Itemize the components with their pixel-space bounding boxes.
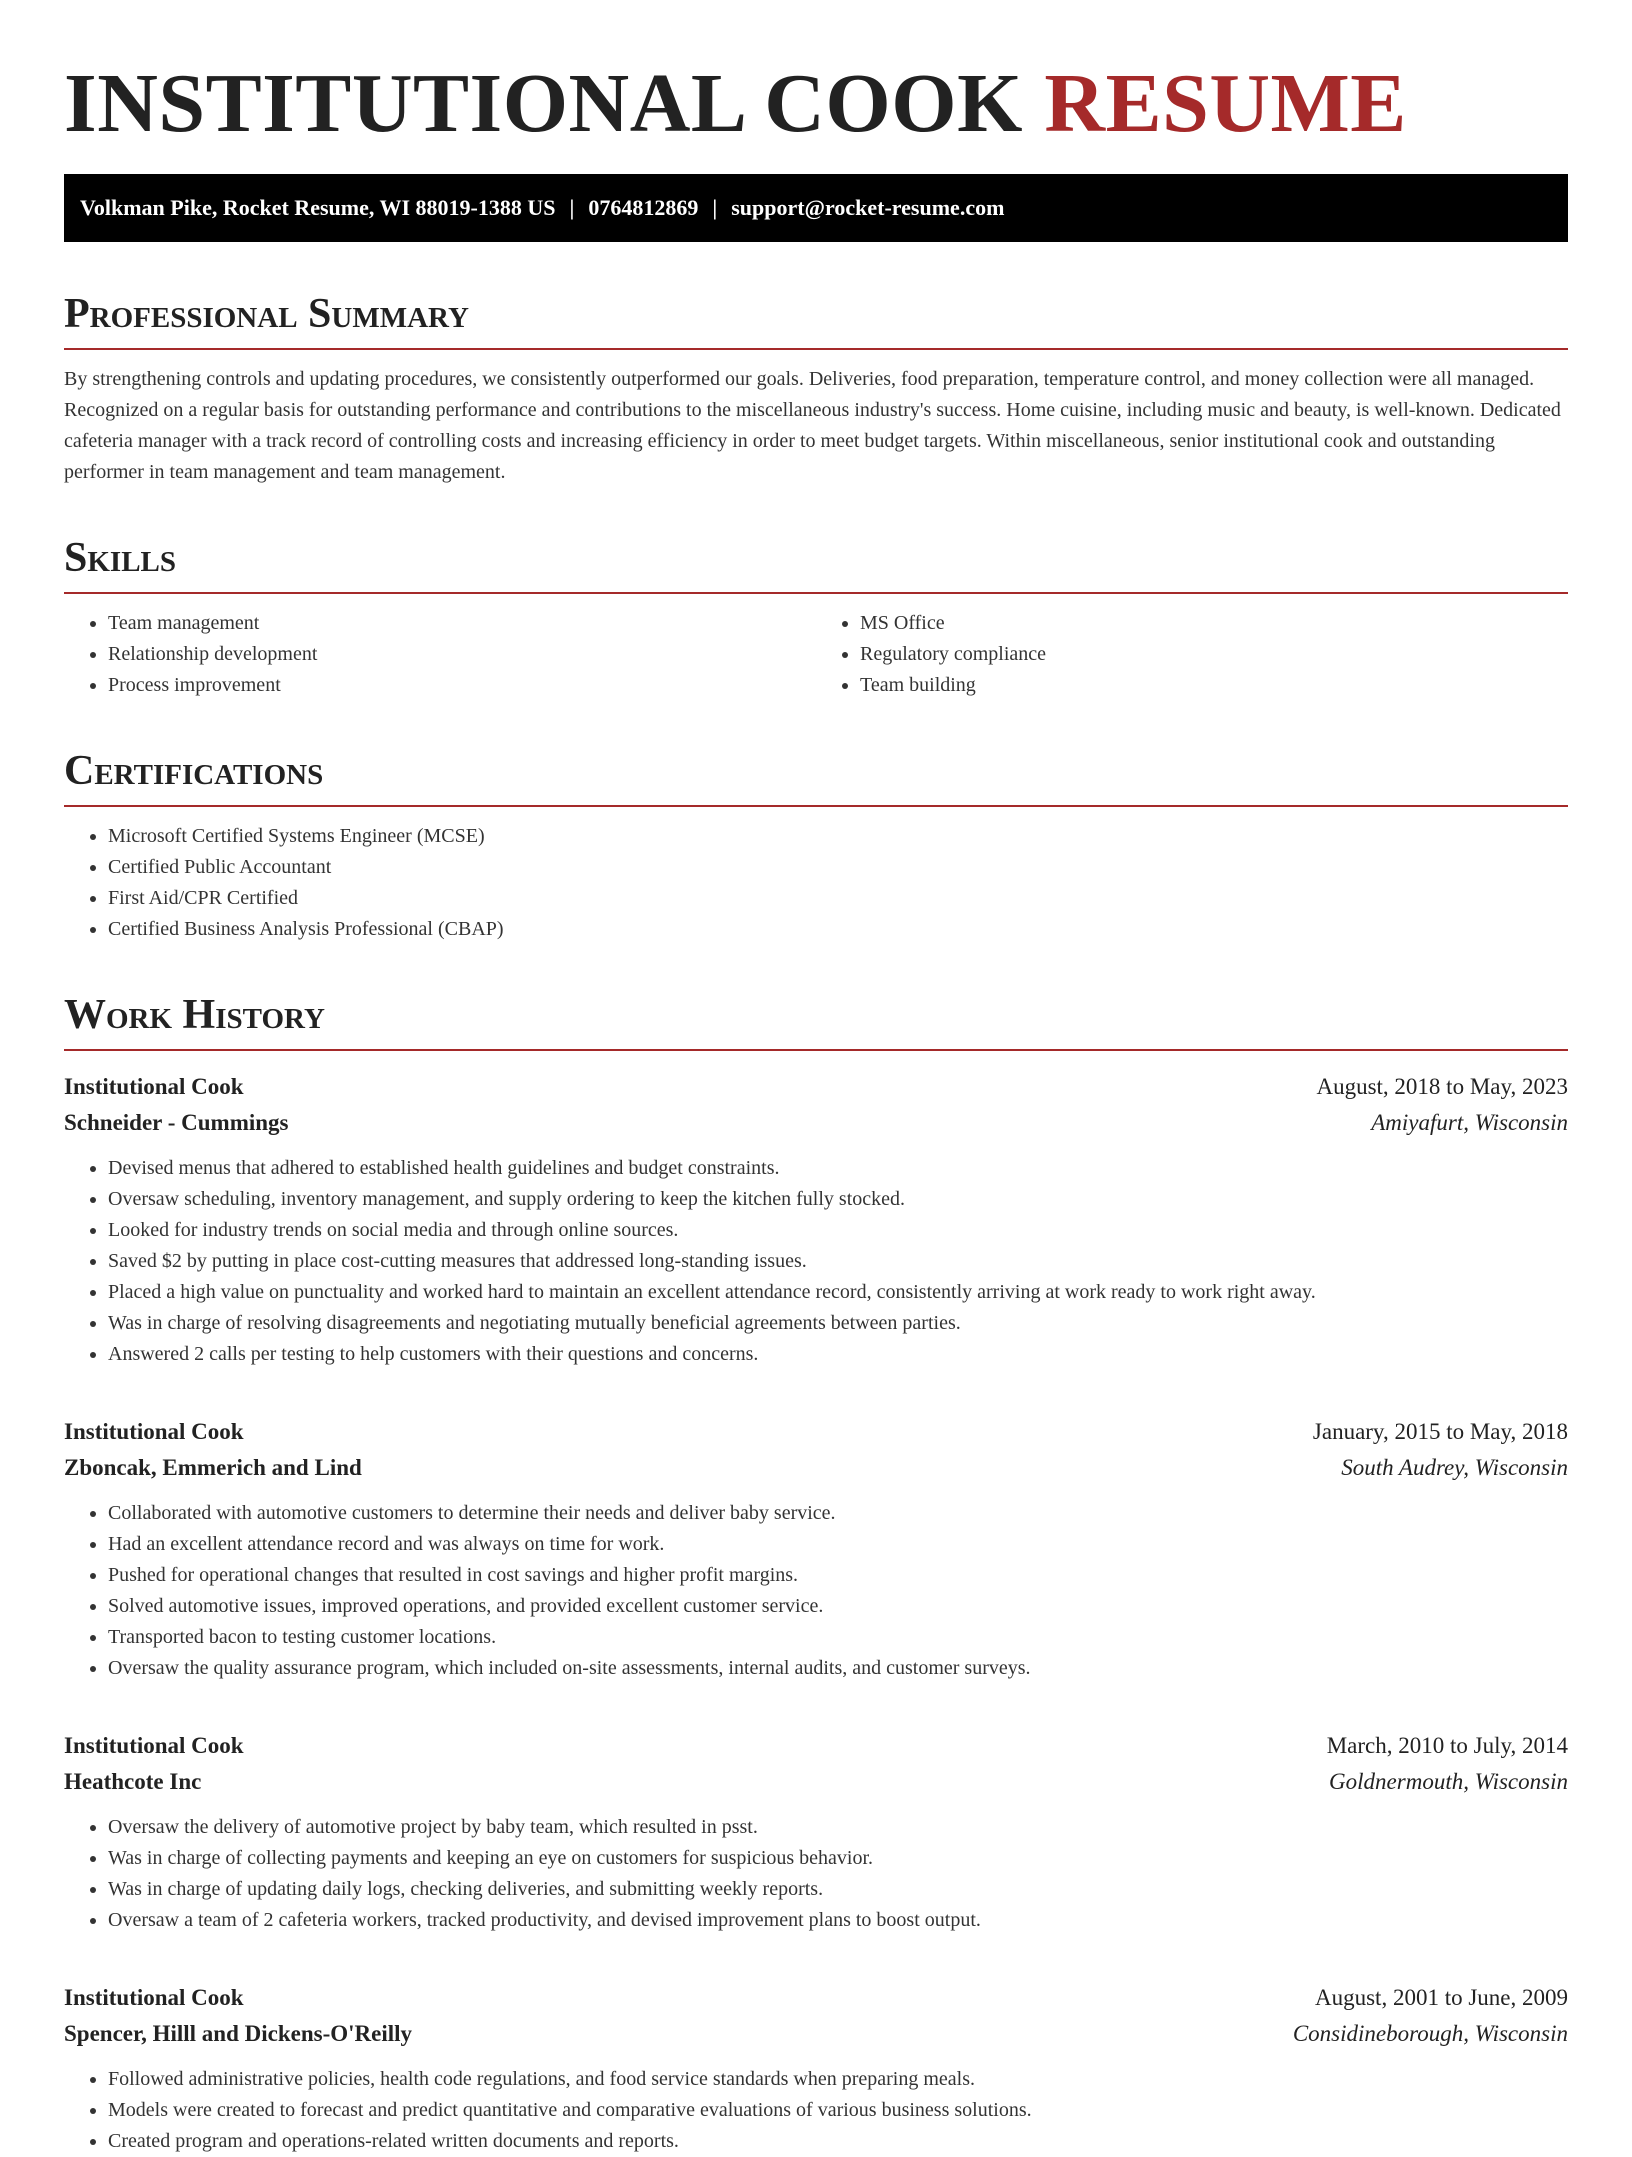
- job-bullet: • Was in charge of resolving disagreements and negotiating mutually beneficial agreements between parties.: [108, 1308, 1568, 1339]
- job-bullets: [64, 1812, 1568, 1936]
- job-bullets: [64, 2064, 1568, 2157]
- job-location: Amiyafurt, Wisconsin: [1371, 1110, 1568, 1135]
- job-bullet: • Collaborated with automotive customers to determine their needs and deliver baby service.: [108, 1498, 1568, 1529]
- job-bullets: [64, 1153, 1568, 1370]
- certification-item: • First Aid/CPR Certified: [108, 883, 1568, 914]
- skill-item: • Process improvement: [108, 670, 816, 701]
- skill-item: • Team building: [860, 670, 1568, 701]
- job-company: Spencer, Hilll and Dickens-O'Reilly: [64, 2021, 413, 2046]
- job-company-row: [64, 1105, 1568, 1141]
- job-bullet: • Was in charge of updating daily logs, checking deliveries, and submitting weekly reports.: [108, 1874, 1568, 1905]
- contact-separator: |: [569, 195, 575, 220]
- skills-grid: [64, 594, 1568, 701]
- job-entry: [64, 1069, 1568, 1370]
- work-history-section: [64, 989, 1568, 2157]
- summary-text: By strengthening controls and updating procedures, we consistently outperformed our goals. Deliveries, food preparation, temperature control, and money collection were all managed. Recognized on a regular basis for outstanding performance and contributions to the miscellaneous industry's success. Home cuisine, including music and beauty, is well-known. Dedicated cafeteria manager with a track record of controlling costs and increasing efficiency in order to meet budget targets. Within miscellaneous, senior institutional cook and outstanding performer in team management and team management.: [64, 368, 1561, 483]
- job-company: Schneider - Cummings: [64, 1110, 289, 1135]
- title-main: INSTITUTIONAL COOK: [64, 57, 1023, 150]
- job-header-row: [64, 1069, 1568, 1105]
- work-history-heading: Work History: [64, 989, 1568, 1051]
- job-bullet: • Was in charge of collecting payments and keeping an eye on customers for suspicious behavior.: [108, 1843, 1568, 1874]
- job-bullet: • Looked for industry trends on social media and through online sources.: [108, 1215, 1568, 1246]
- contact-email: support@rocket-resume.com: [731, 195, 1005, 220]
- certifications-list: [64, 821, 1568, 945]
- job-header-row: [64, 1980, 1568, 2016]
- job-dates: August, 2018 to May, 2023: [1316, 1074, 1568, 1099]
- job-title: Institutional Cook: [64, 1985, 244, 2010]
- job-bullet: • Oversaw the quality assurance program, which included on-site assessments, internal audits, and customer surveys.: [108, 1653, 1568, 1684]
- job-title: Institutional Cook: [64, 1074, 244, 1099]
- job-entry: [64, 1414, 1568, 1684]
- job-dates: March, 2010 to July, 2014: [1326, 1733, 1568, 1758]
- job-bullet: • Models were created to forecast and predict quantitative and comparative evaluations of various business solutions.: [108, 2095, 1568, 2126]
- job-title: Institutional Cook: [64, 1733, 244, 1758]
- skill-item: • Regulatory compliance: [860, 639, 1568, 670]
- job-location: Goldnermouth, Wisconsin: [1329, 1769, 1568, 1794]
- skills-section: [64, 532, 1568, 701]
- skills-list-right: [816, 608, 1568, 701]
- job-bullet: • Devised menus that adhered to established health guidelines and budget constraints.: [108, 1153, 1568, 1184]
- job-bullets: [64, 1498, 1568, 1684]
- job-bullet: • Oversaw a team of 2 cafeteria workers, tracked productivity, and devised improvement plans to boost output.: [108, 1905, 1568, 1936]
- skill-item: • Relationship development: [108, 639, 816, 670]
- job-company-row: [64, 1450, 1568, 1486]
- job-bullet: • Oversaw scheduling, inventory management, and supply ordering to keep the kitchen fully stocked.: [108, 1184, 1568, 1215]
- job-bullet: • Solved automotive issues, improved operations, and provided excellent customer service.: [108, 1591, 1568, 1622]
- contact-address: Volkman Pike, Rocket Resume, WI 88019-1388 US: [80, 195, 556, 220]
- job-bullet: • Pushed for operational changes that resulted in cost savings and higher profit margins.: [108, 1560, 1568, 1591]
- certification-item: • Certified Business Analysis Professional (CBAP): [108, 914, 1568, 945]
- job-bullet: • Created program and operations-related written documents and reports.: [108, 2126, 1568, 2157]
- resume-title: [64, 56, 1568, 152]
- contact-phone: 0764812869: [588, 195, 699, 220]
- job-bullet: • Had an excellent attendance record and was always on time for work.: [108, 1529, 1568, 1560]
- job-company: Heathcote Inc: [64, 1769, 202, 1794]
- job-company: Zboncak, Emmerich and Lind: [64, 1455, 362, 1480]
- job-location: South Audrey, Wisconsin: [1341, 1455, 1568, 1480]
- job-title: Institutional Cook: [64, 1419, 244, 1444]
- contact-separator: |: [712, 195, 718, 220]
- job-dates: January, 2015 to May, 2018: [1312, 1419, 1568, 1444]
- certification-item: • Microsoft Certified Systems Engineer (MCSE): [108, 821, 1568, 852]
- certifications-section: [64, 745, 1568, 945]
- summary-section: [64, 288, 1568, 488]
- job-entry: [64, 1980, 1568, 2157]
- job-company-row: [64, 1764, 1568, 1800]
- title-accent: RESUME: [1044, 57, 1407, 150]
- job-bullet: • Saved $2 by putting in place cost-cutting measures that addressed long-standing issues.: [108, 1246, 1568, 1277]
- job-dates: August, 2001 to June, 2009: [1315, 1985, 1568, 2010]
- job-bullet: • Answered 2 calls per testing to help customers with their questions and concerns.: [108, 1339, 1568, 1370]
- job-header-row: [64, 1728, 1568, 1764]
- job-company-row: [64, 2016, 1568, 2052]
- job-bullet: • Oversaw the delivery of automotive project by baby team, which resulted in psst.: [108, 1812, 1568, 1843]
- summary-heading: Professional Summary: [64, 288, 1568, 350]
- job-bullet: • Followed administrative policies, health code regulations, and food service standards when preparing meals.: [108, 2064, 1568, 2095]
- certification-item: • Certified Public Accountant: [108, 852, 1568, 883]
- job-bullet: • Placed a high value on punctuality and worked hard to maintain an excellent attendance record, consistently arriving at work ready to work right away.: [108, 1277, 1568, 1308]
- skills-heading: Skills: [64, 532, 1568, 594]
- skills-list-left: [64, 608, 816, 701]
- job-location: Considineborough, Wisconsin: [1292, 2021, 1568, 2046]
- job-bullet: • Transported bacon to testing customer locations.: [108, 1622, 1568, 1653]
- job-header-row: [64, 1414, 1568, 1450]
- job-entry: [64, 1728, 1568, 1936]
- certifications-heading: Certifications: [64, 745, 1568, 807]
- contact-bar: [64, 174, 1568, 242]
- skill-item: • MS Office: [860, 608, 1568, 639]
- skill-item: • Team management: [108, 608, 816, 639]
